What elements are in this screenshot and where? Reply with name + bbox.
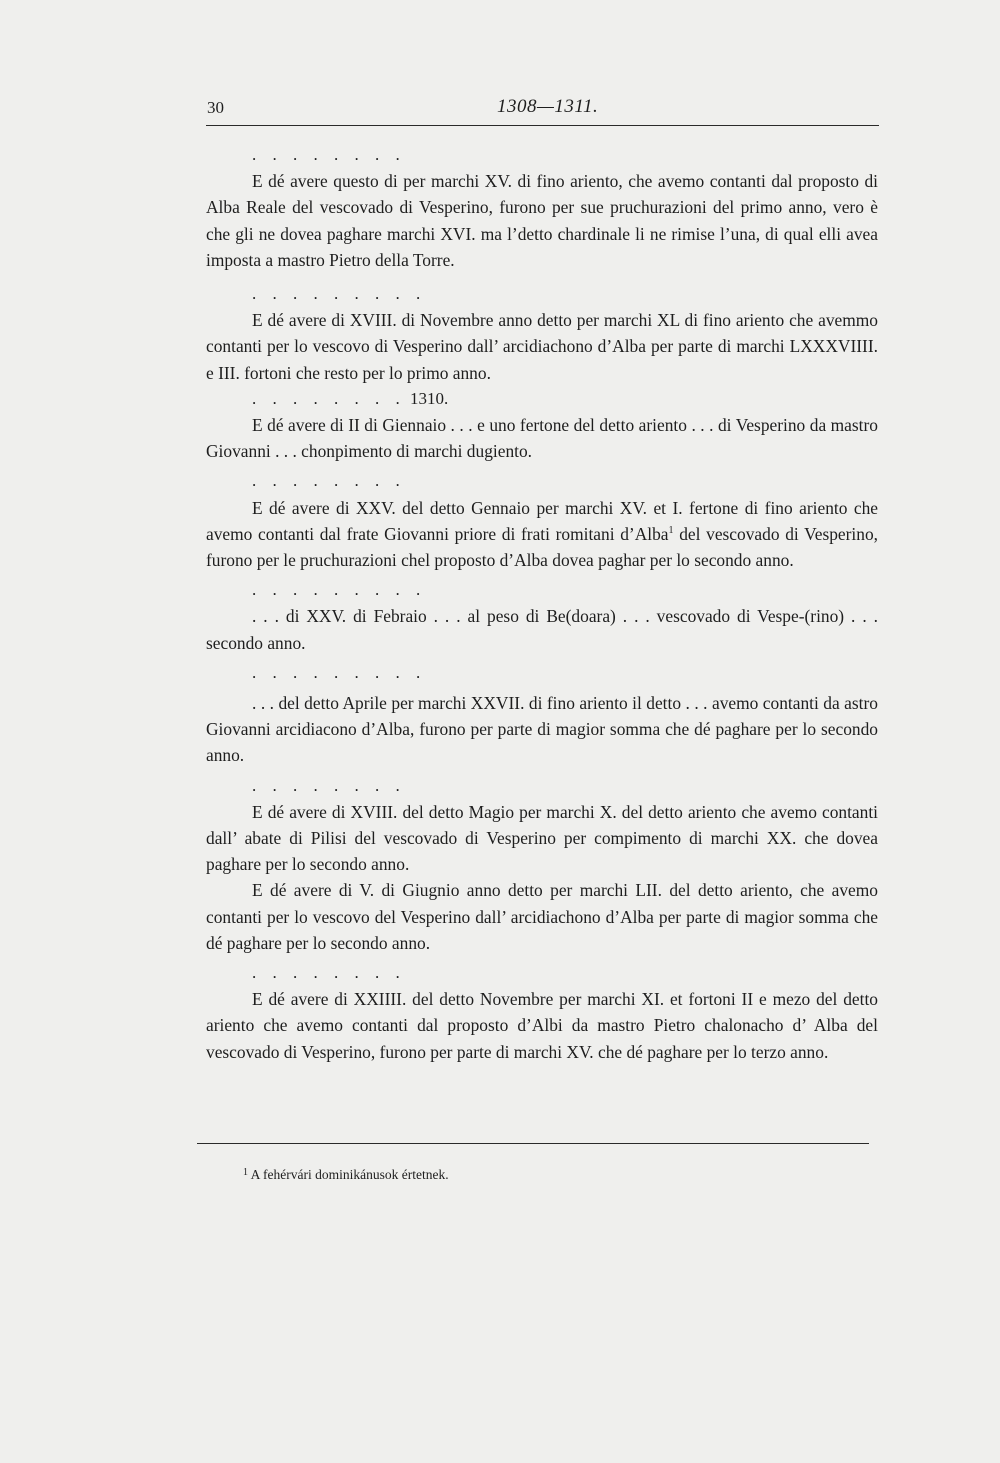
ellipsis-row: . . . . . . . . . — [252, 580, 427, 600]
header-rule — [206, 125, 879, 126]
ellipsis-row: . . . . . . . . — [252, 388, 406, 408]
paragraph: . . . di XXV. di Febraio . . . al peso di Be(doara) . . . vescovado di Vespe-(rino) . . . secondo anno. — [206, 606, 878, 653]
year-heading-row — [206, 386, 878, 412]
paragraph — [206, 495, 878, 574]
ellipsis-row: . . . . . . . . — [252, 775, 406, 795]
ellipsis-row: . . . . . . . . . — [252, 284, 427, 303]
paragraph: E dé avere di XVIII. di Novembre anno detto per marchi XL di fino ariento che avemmo contanti per lo vescovo di Vesperino dall’ arcidiachono d’Alba per parte di marchi LXXXVIIII. e III. fortoni che resto per lo primo anno. — [206, 310, 878, 383]
paragraph: E dé avere questo di per marchi XV. di fino ariento, che avemo contanti dal proposto di Alba Reale del vescovado di Vesperino, furono per sue pruchurazioni del primo anno, vero è che gli ne dovea paghare marchi XVI. ma l’detto chardinale li ne rimise l’una, di qual elli avea imposta a mastro Pietro della Torre. — [206, 171, 878, 270]
paragraph: E dé avere di V. di Giugnio anno detto per marchi LII. del detto ariento, che avemo contanti per lo vescovo del Vesperino dall’ arcidiachono d’Alba per parte di magior somma che dé paghare per lo secondo anno. — [206, 880, 878, 953]
page-number: 30 — [207, 98, 224, 117]
footnote-mark: 1 — [243, 1167, 248, 1178]
footnote-rule — [197, 1143, 869, 1144]
footnote-text: A fehérvári dominikánusok értetnek. — [250, 1167, 449, 1182]
paragraph: . . . del detto Aprile per marchi XXVII. di fino ariento il detto . . . avemo contanti da astro Giovanni arcidiacono d’Alba, furono per parte di magior somma che dé paghare per lo secondo anno. — [206, 692, 878, 766]
paragraph: E dé avere di XVIII. del detto Magio per marchi X. del detto ariento che avemo contanti dall’ abate di Pilisi del vescovado di Vesperino per compimento di marchi XX. che dovea paghare per lo secondo anno. — [206, 801, 878, 875]
footnote — [243, 1167, 449, 1183]
page-header — [207, 96, 879, 126]
ellipsis-row: . . . . . . . . . — [252, 662, 427, 682]
paragraph-text: E dé avere di XXV. del detto Gennaio per marchi XV. et I. fertone di fino ariento che avemo contanti dal frate Giovanni priore di frati romitani d’Alba — [206, 497, 878, 544]
year-heading: 1310. — [410, 388, 449, 408]
paragraph: E dé avere di II di Giennaio . . . e uno fertone del detto ariento . . . di Vesperino da mastro Giovanni . . . chonpimento di marchi dugiento. — [206, 414, 878, 462]
paragraph: E dé avere di XXIIII. del detto Novembre per marchi XI. et fortoni II e mezo del detto ariento che avemo contanti dal proposto d’Albi da mastro Pietro chalonacho d’ Alba del vescovado di Vesperino, furono per parte di marchi XV. che dé paghare per lo terzo anno. — [206, 989, 878, 1062]
ellipsis-row: . . . . . . . . — [252, 962, 406, 982]
body-text — [206, 142, 878, 1065]
running-title: 1308—1311. — [497, 96, 599, 117]
ellipsis-row: . . . . . . . . — [252, 471, 406, 491]
paragraph-text: del vescovado di Vesperino, furono per le pruchurazioni chel proposto d’Alba dovea paghar per lo secondo anno. — [206, 523, 878, 570]
footnote-reference: 1 — [668, 524, 674, 536]
ellipsis-row: . . . . . . . . — [252, 145, 406, 164]
